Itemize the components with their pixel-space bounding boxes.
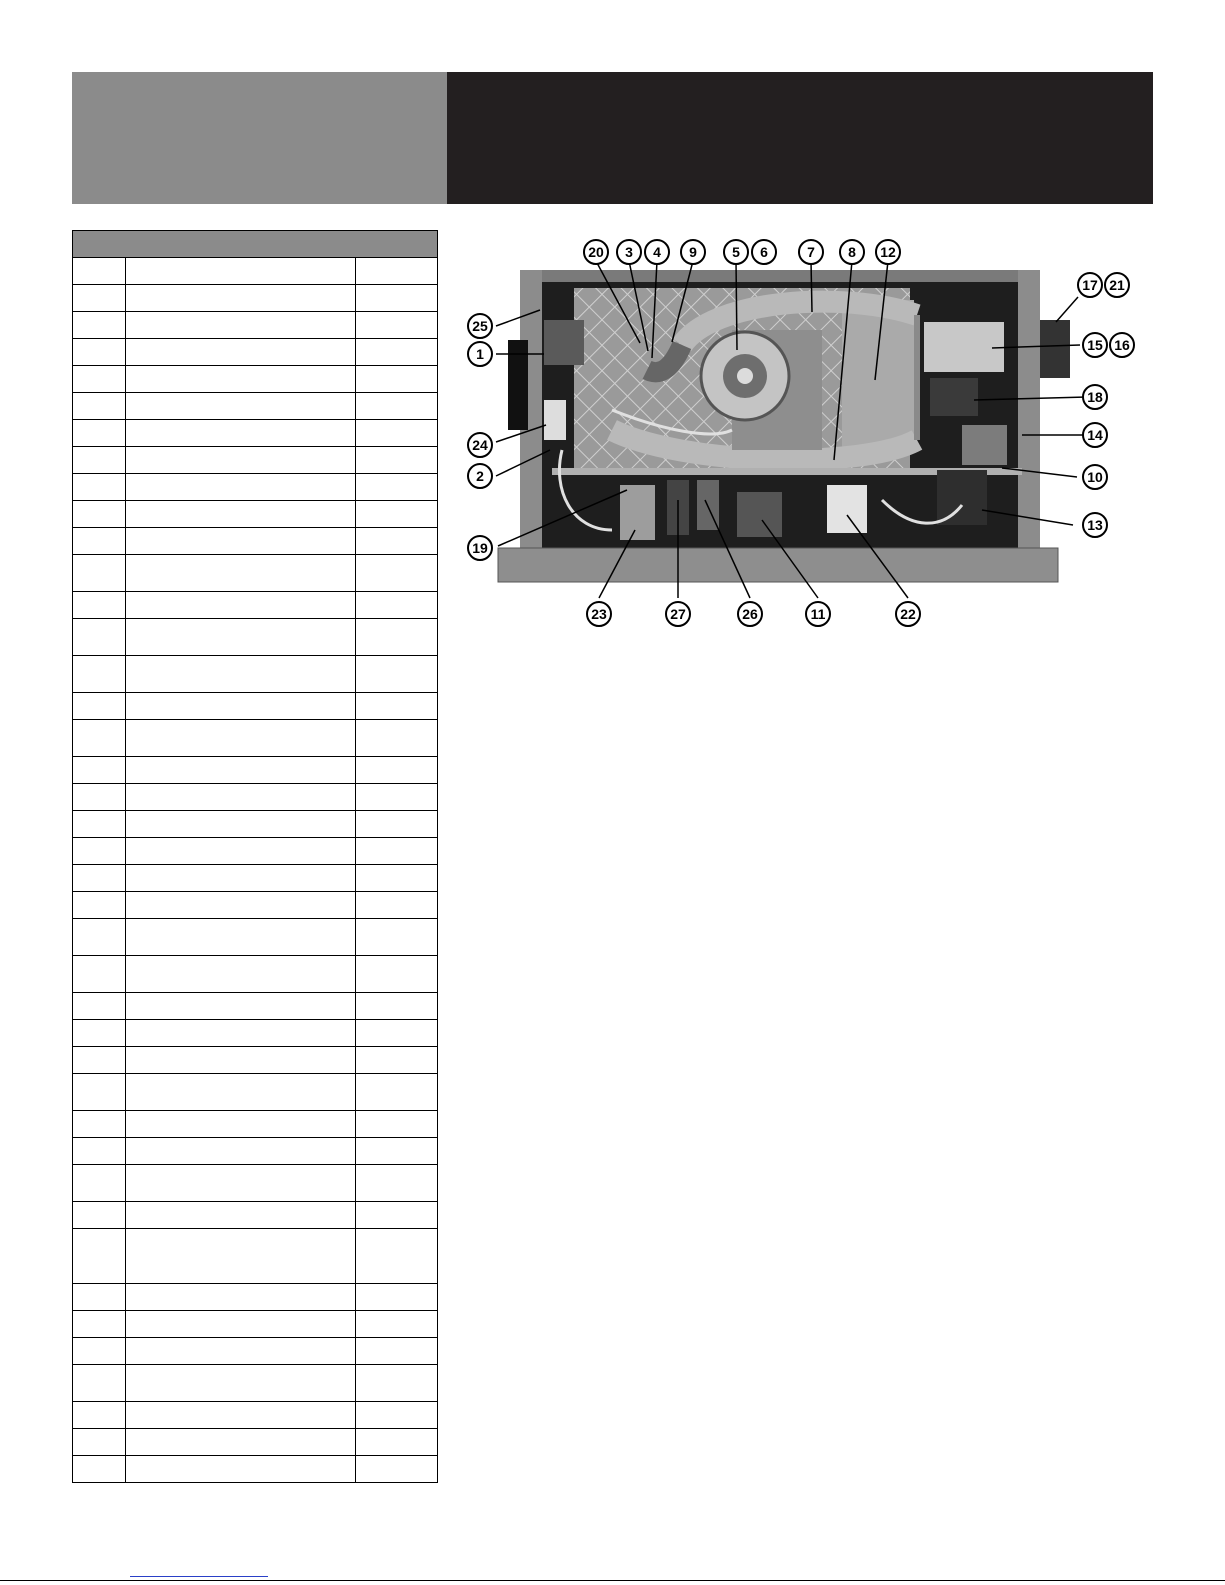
table-cell	[356, 1020, 437, 1046]
table-cell	[356, 656, 437, 692]
table-row	[72, 1365, 438, 1402]
table-cell	[126, 720, 356, 756]
cabinet-right-wall	[1018, 270, 1040, 555]
table-row	[72, 919, 438, 956]
callout-number: 26	[742, 606, 758, 622]
table-cell	[356, 1284, 437, 1310]
table-cell	[126, 258, 356, 284]
table-cell	[73, 501, 126, 527]
table-row	[72, 838, 438, 865]
callout-number: 7	[807, 244, 815, 260]
table-cell	[356, 1165, 437, 1201]
table-cell	[73, 1138, 126, 1164]
table-cell	[356, 447, 437, 473]
table-cell	[356, 811, 437, 837]
table-cell	[356, 720, 437, 756]
table-row	[72, 784, 438, 811]
table-row	[72, 1229, 438, 1284]
table-row	[72, 1047, 438, 1074]
table-cell	[73, 447, 126, 473]
parts-table	[72, 230, 438, 1483]
bottom-component-a	[620, 485, 655, 540]
table-cell	[126, 1047, 356, 1073]
callout-number: 12	[880, 244, 896, 260]
table-cell	[126, 1365, 356, 1401]
table-row	[72, 993, 438, 1020]
table-cell	[73, 1456, 126, 1482]
callout-26	[738, 602, 762, 626]
table-cell	[73, 838, 126, 864]
table-cell	[356, 619, 437, 655]
table-cell	[356, 1311, 437, 1337]
table-cell	[73, 1338, 126, 1364]
table-row	[72, 1338, 438, 1365]
table-cell	[126, 592, 356, 618]
table-cell	[356, 1138, 437, 1164]
table-cell	[126, 619, 356, 655]
table-cell	[356, 285, 437, 311]
table-cell	[356, 366, 437, 392]
table-cell	[73, 528, 126, 554]
callout-number: 13	[1087, 517, 1103, 533]
table-cell	[126, 501, 356, 527]
callout-number: 9	[689, 244, 697, 260]
table-cell	[126, 838, 356, 864]
callout-16	[1110, 333, 1134, 357]
table-cell	[73, 1429, 126, 1455]
table-cell	[73, 693, 126, 719]
table-cell	[73, 757, 126, 783]
transformer-upper	[962, 425, 1007, 465]
table-cell	[73, 956, 126, 992]
callout-number: 16	[1114, 337, 1130, 353]
callout-22	[896, 602, 920, 626]
table-row	[72, 1138, 438, 1165]
table-row	[72, 693, 438, 720]
table-cell	[356, 1338, 437, 1364]
table-cell	[73, 366, 126, 392]
callout-number: 21	[1109, 277, 1125, 293]
callout-number: 25	[472, 318, 488, 334]
parts-table-header	[72, 230, 438, 258]
table-cell	[126, 312, 356, 338]
table-cell	[356, 312, 437, 338]
table-cell	[73, 1111, 126, 1137]
callout-13	[1083, 513, 1107, 537]
table-cell	[356, 501, 437, 527]
table-cell	[356, 555, 437, 591]
table-row	[72, 1456, 438, 1483]
callout-3	[617, 240, 641, 264]
callout-8	[840, 240, 864, 264]
table-row	[72, 865, 438, 892]
table-cell	[356, 258, 437, 284]
table-row	[72, 619, 438, 656]
table-cell	[73, 865, 126, 891]
table-cell	[356, 592, 437, 618]
table-cell	[356, 1111, 437, 1137]
table-cell	[73, 592, 126, 618]
table-cell	[73, 1047, 126, 1073]
callout-number: 2	[476, 468, 484, 484]
callout-10	[1083, 465, 1107, 489]
table-row	[72, 258, 438, 285]
table-row	[72, 393, 438, 420]
table-cell	[126, 892, 356, 918]
table-cell	[356, 838, 437, 864]
table-cell	[73, 258, 126, 284]
table-row	[72, 892, 438, 919]
terminal-strip	[544, 400, 566, 440]
table-row	[72, 1074, 438, 1111]
table-cell	[126, 784, 356, 810]
callout-number: 10	[1087, 469, 1103, 485]
table-cell	[356, 1047, 437, 1073]
table-cell	[73, 393, 126, 419]
table-row	[72, 1111, 438, 1138]
table-cell	[126, 420, 356, 446]
table-row	[72, 592, 438, 619]
table-cell	[126, 1165, 356, 1201]
table-cell	[126, 1311, 356, 1337]
callout-21	[1105, 273, 1129, 297]
callout-15	[1083, 333, 1107, 357]
table-row	[72, 447, 438, 474]
table-row	[72, 1429, 438, 1456]
wrapped-component	[924, 322, 1004, 372]
table-cell	[126, 757, 356, 783]
callout-number: 4	[653, 244, 661, 260]
table-cell	[73, 339, 126, 365]
table-cell	[126, 1402, 356, 1428]
callout-12	[876, 240, 900, 264]
table-cell	[73, 619, 126, 655]
table-row	[72, 366, 438, 393]
table-cell	[73, 312, 126, 338]
header-left-panel	[72, 72, 447, 204]
header-right-panel	[447, 72, 1153, 204]
table-row	[72, 1284, 438, 1311]
table-cell	[73, 1202, 126, 1228]
table-cell	[73, 919, 126, 955]
table-row	[72, 1202, 438, 1229]
callout-number: 5	[732, 244, 740, 260]
callout-number: 15	[1087, 337, 1103, 353]
callout-number: 23	[591, 606, 607, 622]
table-cell	[356, 865, 437, 891]
table-cell	[126, 1338, 356, 1364]
cabinet-base-panel	[498, 548, 1058, 582]
table-row	[72, 420, 438, 447]
callout-1	[468, 342, 492, 366]
table-cell	[356, 1365, 437, 1401]
callout-number: 22	[900, 606, 916, 622]
table-row	[72, 1165, 438, 1202]
table-row	[72, 474, 438, 501]
callout-number: 19	[472, 540, 488, 556]
table-cell	[356, 693, 437, 719]
table-cell	[73, 1165, 126, 1201]
table-cell	[73, 1020, 126, 1046]
table-cell	[126, 1074, 356, 1110]
callout-7	[799, 240, 823, 264]
callout-9	[681, 240, 705, 264]
callout-number: 27	[670, 606, 686, 622]
callout-number: 8	[848, 244, 856, 260]
callout-number: 6	[760, 244, 768, 260]
table-cell	[356, 393, 437, 419]
table-row	[72, 1020, 438, 1047]
table-cell	[73, 474, 126, 500]
table-cell	[73, 1284, 126, 1310]
callout-6	[752, 240, 776, 264]
footer-rule	[0, 1580, 1225, 1581]
table-cell	[126, 1456, 356, 1482]
table-row	[72, 501, 438, 528]
table-cell	[126, 366, 356, 392]
table-row	[72, 285, 438, 312]
table-cell	[356, 474, 437, 500]
external-connector	[1040, 320, 1070, 378]
callout-24	[468, 433, 492, 457]
callout-11	[806, 602, 830, 626]
table-cell	[356, 1402, 437, 1428]
table-cell	[356, 528, 437, 554]
table-cell	[73, 811, 126, 837]
table-cell	[126, 811, 356, 837]
table-row	[72, 1402, 438, 1429]
callout-5	[724, 240, 748, 264]
table-cell	[73, 285, 126, 311]
table-cell	[126, 1429, 356, 1455]
callout-number: 24	[472, 437, 488, 453]
table-cell	[126, 1138, 356, 1164]
callout-number: 18	[1087, 389, 1103, 405]
table-cell	[126, 1111, 356, 1137]
table-cell	[126, 474, 356, 500]
table-cell	[126, 865, 356, 891]
callout-25	[468, 314, 492, 338]
table-cell	[73, 784, 126, 810]
callout-number: 11	[810, 606, 826, 622]
callout-19	[468, 536, 492, 560]
table-row	[72, 656, 438, 693]
table-cell	[73, 1074, 126, 1110]
left-control-component	[544, 320, 584, 365]
table-cell	[126, 393, 356, 419]
table-cell	[126, 956, 356, 992]
table-cell	[73, 993, 126, 1019]
callout-20	[584, 240, 608, 264]
callout-number: 20	[588, 244, 604, 260]
table-cell	[356, 757, 437, 783]
table-cell	[73, 1365, 126, 1401]
table-row	[72, 757, 438, 784]
callout-27	[666, 602, 690, 626]
table-row	[72, 528, 438, 555]
table-cell	[356, 993, 437, 1019]
table-cell	[356, 339, 437, 365]
table-row	[72, 555, 438, 592]
table-cell	[73, 720, 126, 756]
table-cell	[126, 528, 356, 554]
table-cell	[356, 784, 437, 810]
table-cell	[356, 956, 437, 992]
table-cell	[73, 555, 126, 591]
table-cell	[126, 656, 356, 692]
table-cell	[126, 339, 356, 365]
callout-4	[645, 240, 669, 264]
table-cell	[126, 447, 356, 473]
cabinet-top-edge	[520, 270, 1040, 282]
table-cell	[356, 892, 437, 918]
footer-link-underline[interactable]	[130, 1576, 268, 1577]
table-cell	[73, 420, 126, 446]
callout-23	[587, 602, 611, 626]
table-cell	[356, 1429, 437, 1455]
insulation-corner	[842, 300, 914, 450]
table-cell	[356, 420, 437, 446]
callout-14	[1083, 423, 1107, 447]
table-cell	[126, 555, 356, 591]
table-cell	[126, 285, 356, 311]
table-cell	[126, 1202, 356, 1228]
bottom-transformer	[737, 492, 782, 537]
parts-table-body	[72, 258, 438, 1483]
table-row	[72, 811, 438, 838]
table-cell	[73, 1402, 126, 1428]
callout-18	[1083, 385, 1107, 409]
table-cell	[73, 1311, 126, 1337]
table-cell	[356, 919, 437, 955]
table-cell	[126, 993, 356, 1019]
table-row	[72, 339, 438, 366]
table-cell	[73, 1229, 126, 1283]
callout-number: 3	[625, 244, 633, 260]
contactor	[827, 485, 867, 533]
table-row	[72, 312, 438, 339]
table-cell	[73, 656, 126, 692]
table-cell	[356, 1074, 437, 1110]
table-cell	[356, 1229, 437, 1283]
callout-2	[468, 464, 492, 488]
table-cell	[126, 1229, 356, 1283]
table-row	[72, 956, 438, 993]
table-cell	[356, 1456, 437, 1482]
callout-number: 14	[1087, 427, 1103, 443]
callout-number: 17	[1082, 277, 1098, 293]
callout-17	[1078, 273, 1102, 297]
callout-number: 1	[476, 346, 484, 362]
table-cell	[126, 693, 356, 719]
blower-shaft	[737, 368, 753, 384]
table-cell	[126, 1284, 356, 1310]
table-row	[72, 1311, 438, 1338]
oven-interior-diagram	[462, 230, 1154, 642]
table-cell	[356, 1202, 437, 1228]
table-cell	[73, 892, 126, 918]
relay-block	[930, 378, 978, 416]
table-cell	[126, 1020, 356, 1046]
table-cell	[126, 919, 356, 955]
terminal-block	[937, 470, 987, 525]
table-row	[72, 720, 438, 757]
